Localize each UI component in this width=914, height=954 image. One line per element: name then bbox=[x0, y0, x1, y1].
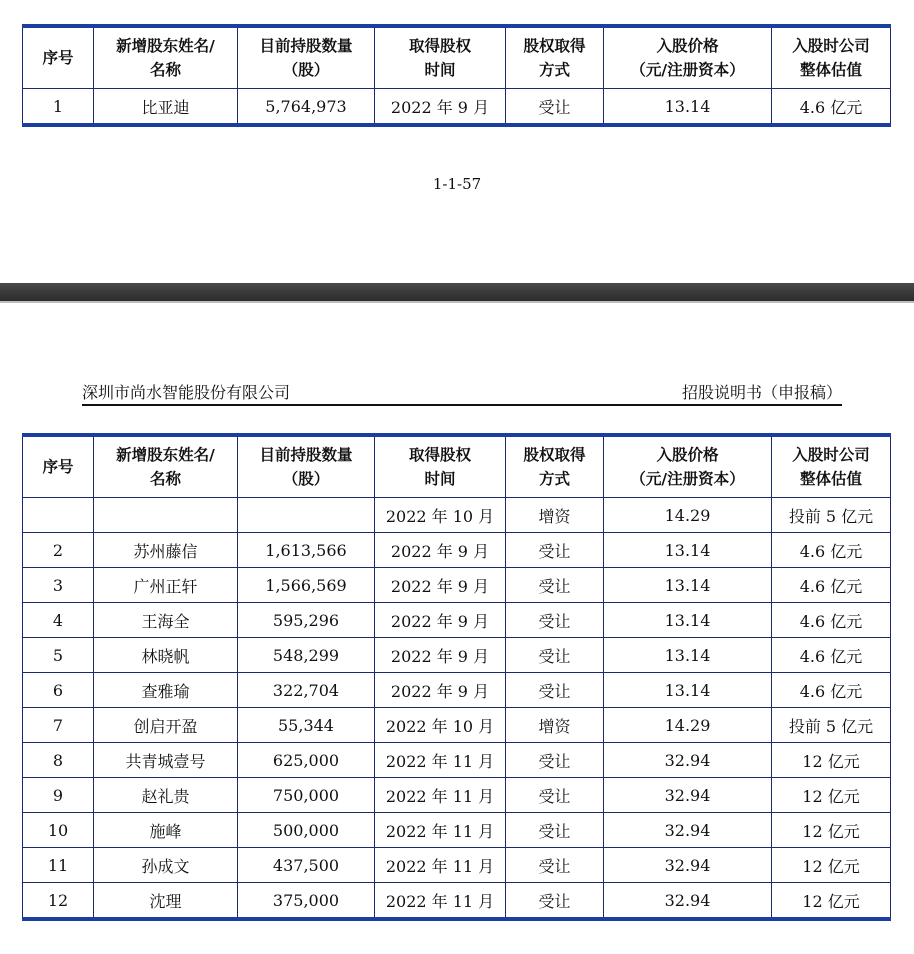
column-header bbox=[23, 435, 94, 498]
table-row bbox=[23, 778, 891, 813]
table-cell: 32.94 bbox=[604, 813, 772, 848]
table-cell: 受让 bbox=[506, 673, 604, 708]
table-cell: 32.94 bbox=[604, 883, 772, 920]
table-cell: 受让 bbox=[506, 778, 604, 813]
table-cell: 7 bbox=[23, 708, 94, 743]
table-cell: 322,704 bbox=[238, 673, 375, 708]
column-header bbox=[506, 26, 604, 89]
column-header-line: （元/注册资本） bbox=[630, 61, 745, 79]
table-cell: 2022 年 9 月 bbox=[375, 673, 506, 708]
table-cell: 12 亿元 bbox=[772, 883, 891, 920]
table-cell: 共青城壹号 bbox=[94, 743, 238, 778]
table-cell: 受让 bbox=[506, 638, 604, 673]
table-cell: 沈理 bbox=[94, 883, 238, 920]
column-header-line: 入股价格 bbox=[656, 37, 719, 55]
table-row bbox=[23, 813, 891, 848]
table-cell bbox=[94, 498, 238, 533]
table-row bbox=[23, 498, 891, 533]
table-cell: 5 bbox=[23, 638, 94, 673]
table-cell: 2022 年 11 月 bbox=[375, 813, 506, 848]
column-header-line: 整体估值 bbox=[799, 61, 862, 79]
column-header-line: 整体估值 bbox=[799, 470, 862, 488]
column-header-line: 序号 bbox=[42, 49, 74, 67]
column-header-line: 目前持股数量 bbox=[259, 446, 353, 464]
table-cell: 3 bbox=[23, 568, 94, 603]
table-header-row bbox=[23, 435, 891, 498]
table-cell: 12 亿元 bbox=[772, 778, 891, 813]
table-cell: 2022 年 9 月 bbox=[375, 638, 506, 673]
column-header-line: （股） bbox=[282, 61, 330, 79]
table-cell: 10 bbox=[23, 813, 94, 848]
column-header bbox=[94, 26, 238, 89]
column-header bbox=[375, 26, 506, 89]
table-cell: 6 bbox=[23, 673, 94, 708]
table-cell: 4.6 亿元 bbox=[772, 89, 891, 126]
table-cell: 5,764,973 bbox=[238, 89, 375, 126]
table-cell: 13.14 bbox=[604, 89, 772, 126]
table-row bbox=[23, 533, 891, 568]
table-cell: 1,613,566 bbox=[238, 533, 375, 568]
column-header bbox=[772, 26, 891, 89]
table-cell: 13.14 bbox=[604, 638, 772, 673]
table-row bbox=[23, 743, 891, 778]
table-row bbox=[23, 638, 891, 673]
column-header-line: 股权取得 bbox=[523, 37, 586, 55]
page-break-edge bbox=[0, 301, 914, 303]
table-cell: 4.6 亿元 bbox=[772, 673, 891, 708]
column-header-line: 入股时公司 bbox=[792, 446, 870, 464]
table-cell: 4.6 亿元 bbox=[772, 603, 891, 638]
page-number: 1-1-57 bbox=[432, 175, 482, 193]
table-cell: 32.94 bbox=[604, 778, 772, 813]
table-cell: 500,000 bbox=[238, 813, 375, 848]
column-header-line: 名称 bbox=[149, 61, 181, 79]
table-cell: 4 bbox=[23, 603, 94, 638]
column-header-line: 时间 bbox=[424, 61, 456, 79]
page-break bbox=[0, 283, 914, 301]
table-cell: 13.14 bbox=[604, 673, 772, 708]
table-cell: 2022 年 9 月 bbox=[375, 533, 506, 568]
table-cell: 375,000 bbox=[238, 883, 375, 920]
table-cell: 12 亿元 bbox=[772, 743, 891, 778]
table-cell: 增资 bbox=[506, 498, 604, 533]
column-header bbox=[23, 26, 94, 89]
column-header-line: 目前持股数量 bbox=[259, 37, 353, 55]
table-row bbox=[23, 848, 891, 883]
table-cell: 2022 年 11 月 bbox=[375, 883, 506, 920]
company-name: 深圳市尚水智能股份有限公司 bbox=[82, 383, 291, 402]
table-header-row bbox=[23, 26, 891, 89]
column-header-line: 时间 bbox=[424, 470, 456, 488]
table-cell: 受让 bbox=[506, 848, 604, 883]
table-cell: 1 bbox=[23, 89, 94, 126]
table-cell: 受让 bbox=[506, 883, 604, 920]
shareholder-table-continued bbox=[22, 24, 891, 127]
table-row bbox=[23, 708, 891, 743]
running-header bbox=[82, 378, 842, 406]
table-row bbox=[23, 568, 891, 603]
column-header-line: 新增股东姓名/ bbox=[116, 446, 215, 464]
column-header-line: 入股时公司 bbox=[792, 37, 870, 55]
table-cell: 32.94 bbox=[604, 743, 772, 778]
table-cell: 受让 bbox=[506, 603, 604, 638]
column-header-line: 方式 bbox=[538, 470, 570, 488]
table-cell: 4.6 亿元 bbox=[772, 638, 891, 673]
table-row bbox=[23, 603, 891, 638]
table-cell: 437,500 bbox=[238, 848, 375, 883]
document-title: 招股说明书（申报稿） bbox=[681, 383, 842, 402]
column-header-line: 方式 bbox=[538, 61, 570, 79]
table-cell: 林晓帆 bbox=[94, 638, 238, 673]
table-cell: 595,296 bbox=[238, 603, 375, 638]
column-header-line: 取得股权 bbox=[408, 446, 471, 464]
table-cell: 增资 bbox=[506, 708, 604, 743]
table-cell: 投前 5 亿元 bbox=[772, 708, 891, 743]
table-cell: 9 bbox=[23, 778, 94, 813]
table-cell: 孙成文 bbox=[94, 848, 238, 883]
table-row bbox=[23, 883, 891, 920]
table-row bbox=[23, 89, 891, 126]
table-cell: 受让 bbox=[506, 89, 604, 126]
table-cell: 2022 年 9 月 bbox=[375, 89, 506, 126]
table-cell: 2022 年 11 月 bbox=[375, 778, 506, 813]
table-cell: 受让 bbox=[506, 743, 604, 778]
column-header bbox=[375, 435, 506, 498]
table-cell: 55,344 bbox=[238, 708, 375, 743]
table-cell: 548,299 bbox=[238, 638, 375, 673]
table-cell: 13.14 bbox=[604, 533, 772, 568]
table-cell: 广州正轩 bbox=[94, 568, 238, 603]
table-cell: 受让 bbox=[506, 568, 604, 603]
column-header-line: 入股价格 bbox=[656, 446, 719, 464]
table-cell: 2022 年 9 月 bbox=[375, 568, 506, 603]
column-header bbox=[604, 26, 772, 89]
table-row bbox=[23, 673, 891, 708]
table-cell: 8 bbox=[23, 743, 94, 778]
table-cell: 2 bbox=[23, 533, 94, 568]
table-cell: 4.6 亿元 bbox=[772, 568, 891, 603]
table-cell: 4.6 亿元 bbox=[772, 533, 891, 568]
column-header-line: （元/注册资本） bbox=[630, 470, 745, 488]
table-cell: 施峰 bbox=[94, 813, 238, 848]
table-cell: 受让 bbox=[506, 533, 604, 568]
column-header-line: （股） bbox=[282, 470, 330, 488]
table-cell: 11 bbox=[23, 848, 94, 883]
table-cell: 投前 5 亿元 bbox=[772, 498, 891, 533]
column-header bbox=[238, 26, 375, 89]
table-cell: 苏州藤信 bbox=[94, 533, 238, 568]
table-cell: 750,000 bbox=[238, 778, 375, 813]
column-header bbox=[772, 435, 891, 498]
column-header bbox=[604, 435, 772, 498]
table-cell: 赵礼贵 bbox=[94, 778, 238, 813]
table-cell: 32.94 bbox=[604, 848, 772, 883]
column-header-line: 股权取得 bbox=[523, 446, 586, 464]
table-cell: 12 bbox=[23, 883, 94, 920]
table-cell: 14.29 bbox=[604, 498, 772, 533]
table-cell: 2022 年 10 月 bbox=[375, 708, 506, 743]
table-cell: 1,566,569 bbox=[238, 568, 375, 603]
column-header bbox=[506, 435, 604, 498]
column-header bbox=[238, 435, 375, 498]
table-cell bbox=[238, 498, 375, 533]
table-cell: 查雅瑜 bbox=[94, 673, 238, 708]
column-header-line: 新增股东姓名/ bbox=[116, 37, 215, 55]
table-cell: 625,000 bbox=[238, 743, 375, 778]
table-cell: 受让 bbox=[506, 813, 604, 848]
table-cell bbox=[23, 498, 94, 533]
table-cell: 王海全 bbox=[94, 603, 238, 638]
column-header-line: 取得股权 bbox=[408, 37, 471, 55]
shareholder-table bbox=[22, 433, 891, 921]
column-header bbox=[94, 435, 238, 498]
table-cell: 13.14 bbox=[604, 568, 772, 603]
table-cell: 12 亿元 bbox=[772, 848, 891, 883]
column-header-line: 序号 bbox=[42, 458, 74, 476]
table-cell: 2022 年 9 月 bbox=[375, 603, 506, 638]
table-cell: 2022 年 10 月 bbox=[375, 498, 506, 533]
table-cell: 2022 年 11 月 bbox=[375, 848, 506, 883]
column-header-line: 名称 bbox=[149, 470, 181, 488]
table-cell: 比亚迪 bbox=[94, 89, 238, 126]
table-cell: 2022 年 11 月 bbox=[375, 743, 506, 778]
table-cell: 14.29 bbox=[604, 708, 772, 743]
table-cell: 13.14 bbox=[604, 603, 772, 638]
table-cell: 12 亿元 bbox=[772, 813, 891, 848]
table-cell: 创启开盈 bbox=[94, 708, 238, 743]
